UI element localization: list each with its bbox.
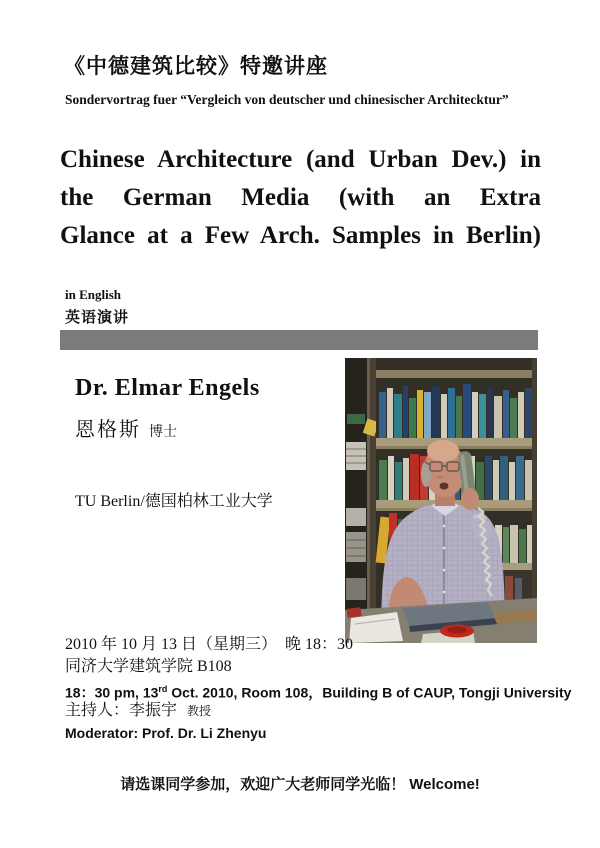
event-host-chinese: 主持人：李振宇 教授	[65, 702, 212, 719]
welcome-chinese: 请选课同学参加，欢迎广大老师同学光临！	[120, 775, 406, 793]
subtitle-german: Sondervortrag fuer “Vergleich von deutscher und chinesischer Architecktur”	[65, 92, 509, 107]
language-note-chinese: 英语演讲	[65, 308, 130, 326]
ordinal-suffix: rd	[158, 684, 168, 694]
main-title-line-1: Chinese Architecture (and Urban Dev.) in	[60, 146, 541, 173]
event-date-chinese: 2010 年 10 月 13 日（星期三） 晚 18：30	[65, 636, 354, 653]
welcome-line	[0, 773, 600, 794]
main-title-line-2: the German Media (with an Extra	[60, 184, 541, 211]
host-title: 教授	[187, 704, 212, 718]
event-venue-chinese: 同济大学建筑学院 B108	[65, 658, 232, 675]
gray-divider-bar	[60, 330, 538, 350]
speaker-photo	[345, 358, 537, 643]
welcome-english: Welcome!	[409, 776, 480, 793]
speaker-name-cn-text: 恩格斯	[75, 417, 141, 441]
language-note-english: in English	[65, 287, 122, 302]
main-title	[60, 141, 541, 255]
speaker-name-chinese	[75, 413, 177, 442]
page-title-chinese: 《中德建筑比较》特邀讲座	[64, 54, 328, 78]
speaker-degree: 博士	[149, 425, 177, 440]
event-moderator-english: Moderator: Prof. Dr. Li Zhenyu	[65, 725, 267, 741]
event-time-english: 18：30 pm, 13rd Oct. 2010, Room 108，Building B of CAUP, Tongji University	[65, 684, 572, 701]
speaker-name: Dr. Elmar Engels	[75, 375, 260, 401]
event-details	[65, 634, 572, 744]
main-title-line-3: Glance at a Few Arch. Samples in Berlin)	[60, 222, 541, 249]
speaker-affiliation: TU Berlin/德国柏林工业大学	[75, 493, 273, 510]
